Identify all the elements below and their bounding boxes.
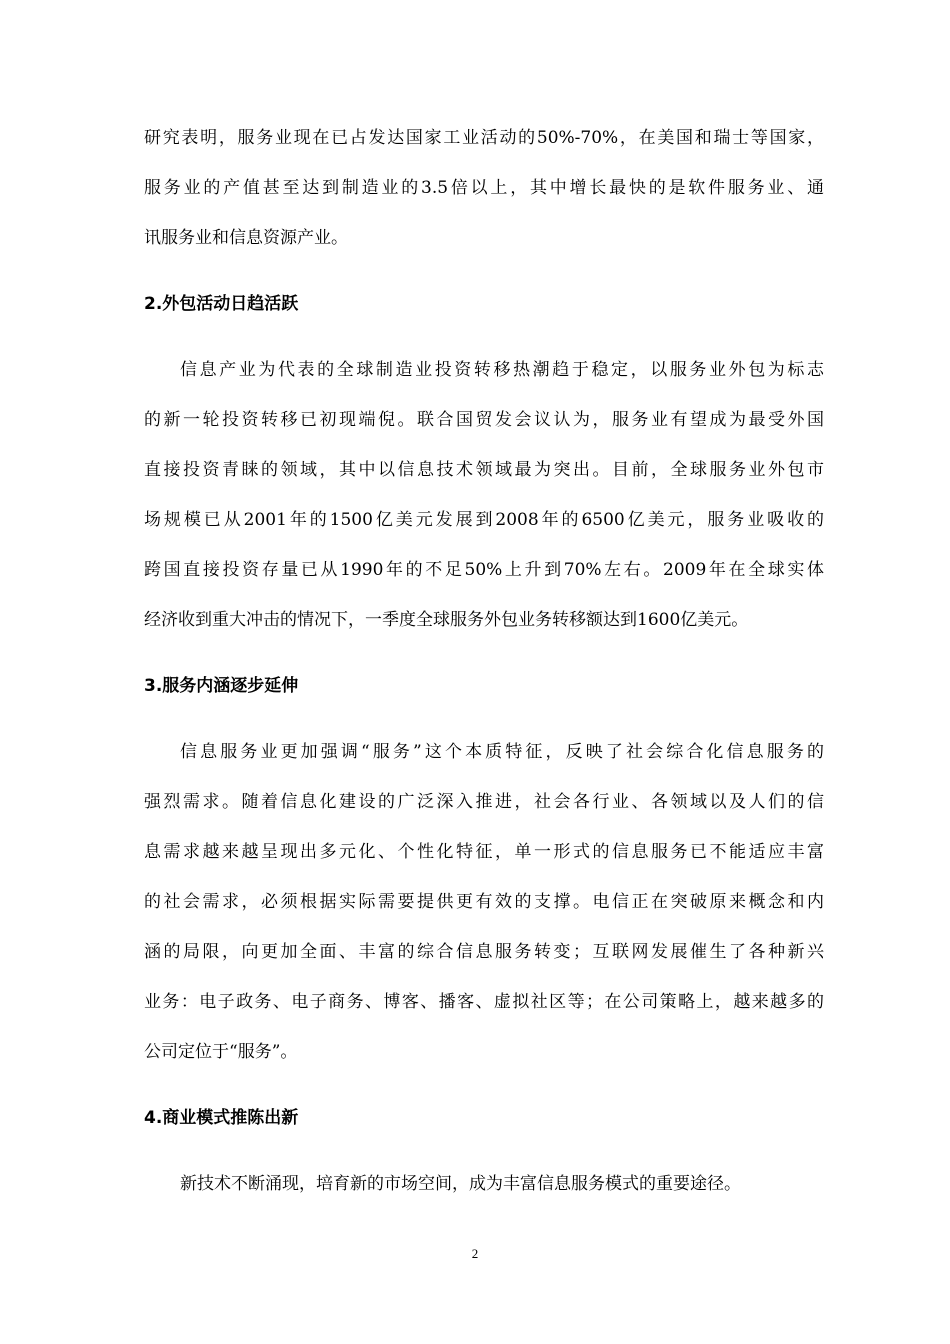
page-number: 2 <box>471 1246 479 1261</box>
paragraph-line: 信息服务业更加强调“服务”这个本质特征，反映了社会综合化信息服务的 <box>180 742 824 762</box>
paragraph-line: 经济收到重大冲击的情况下，一季度全球服务外包业务转移额达到1600亿美元。 <box>144 610 749 630</box>
paragraph-line: 的新一轮投资转移已初现端倪。联合国贸发会议认为，服务业有望成为最受外国 <box>144 410 824 430</box>
paragraph-line: 的社会需求，必须根据实际需要提供更有效的支撑。电信正在突破原来概念和内 <box>144 892 824 912</box>
paragraph-line: 研究表明，服务业现在已占发达国家工业活动的50%-70%，在美国和瑞士等国家， <box>144 128 824 148</box>
paragraph-line: 跨国直接投资存量已从1990年的不足50%上升到70%左右。2009年在全球实体 <box>144 560 824 580</box>
paragraph-line: 场规模已从2001年的1500亿美元发展到2008年的6500亿美元，服务业吸收的 <box>144 510 824 530</box>
paragraph-line: 新技术不断涌现，培育新的市场空间，成为丰富信息服务模式的重要途径。 <box>180 1174 741 1194</box>
paragraph-line: 讯服务业和信息资源产业。 <box>144 228 348 248</box>
paragraph-line: 业务：电子政务、电子商务、博客、播客、虚拟社区等；在公司策略上，越来越多的 <box>144 992 824 1012</box>
paragraph-line: 公司定位于“服务”。 <box>144 1042 298 1062</box>
paragraph-line: 涵的局限，向更加全面、丰富的综合信息服务转变；互联网发展催生了各种新兴 <box>144 942 824 962</box>
paragraph-line: 服务业的产值甚至达到制造业的3.5倍以上，其中增长最快的是软件服务业、通 <box>144 178 824 198</box>
paragraph-line: 信息产业为代表的全球制造业投资转移热潮趋于稳定，以服务业外包为标志 <box>180 360 824 380</box>
section-heading: 4.商业模式推陈出新 <box>144 1108 299 1128</box>
paragraph-line: 息需求越来越呈现出多元化、个性化特征，单一形式的信息服务已不能适应丰富 <box>144 842 824 862</box>
paragraph-line: 直接投资青睐的领域，其中以信息技术领域最为突出。目前，全球服务业外包市 <box>144 460 824 480</box>
section-heading: 3.服务内涵逐步延伸 <box>144 676 299 696</box>
section-heading: 2.外包活动日趋活跃 <box>144 294 299 314</box>
paragraph-line: 强烈需求。随着信息化建设的广泛深入推进，社会各行业、各领域以及人们的信 <box>144 792 824 812</box>
